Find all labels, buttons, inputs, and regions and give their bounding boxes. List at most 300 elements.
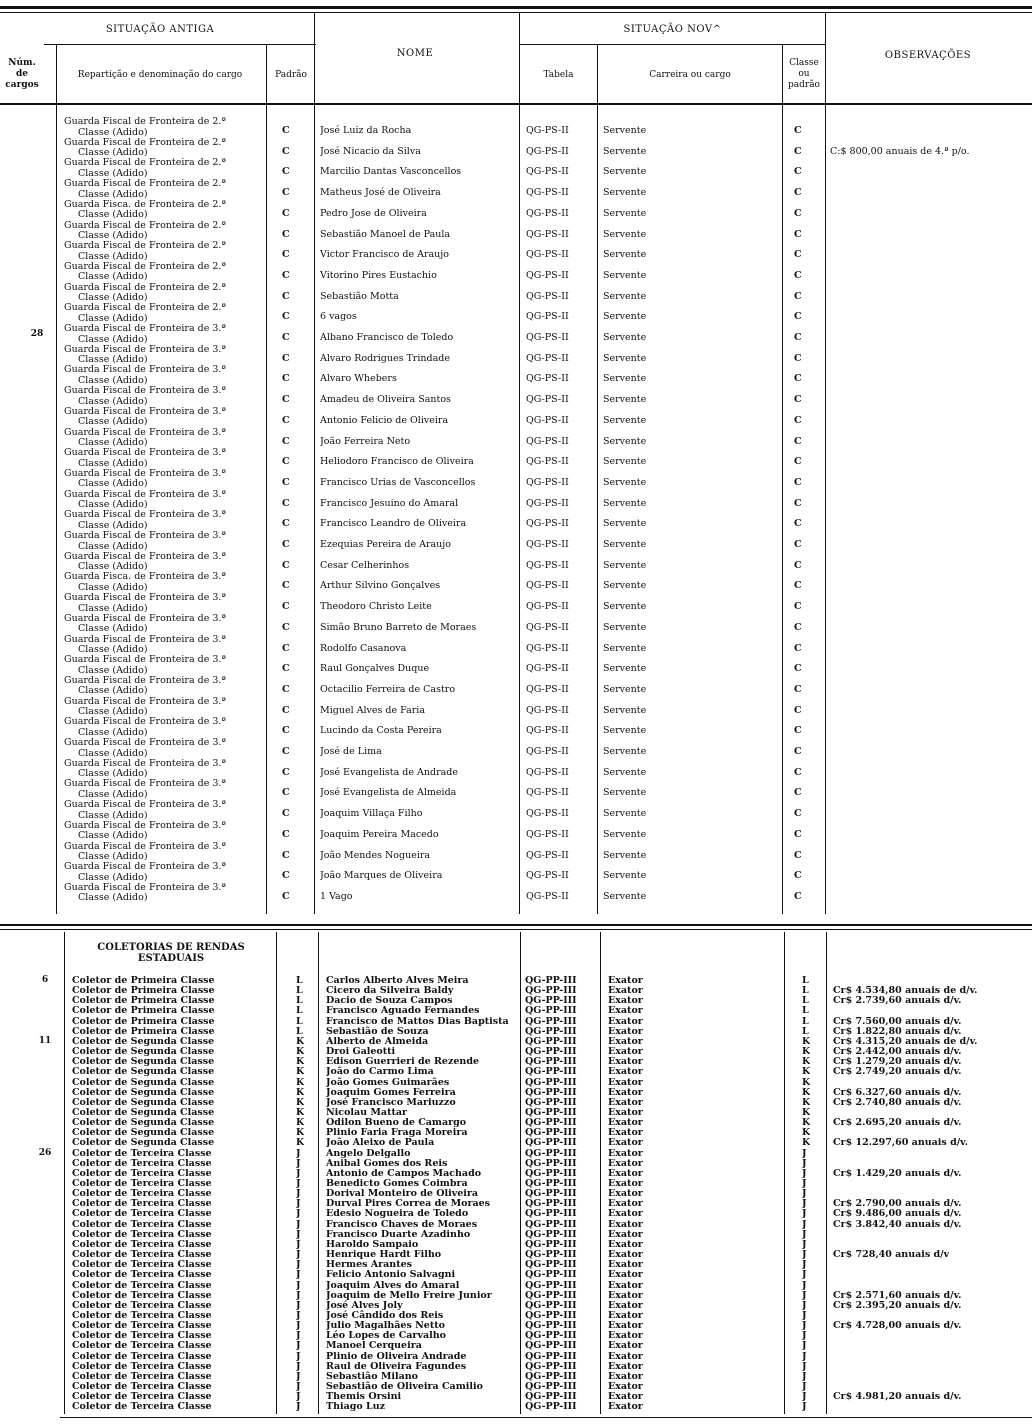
padrao-cell: C [282, 311, 290, 323]
cargo-line-2: Classe (Adido) [78, 251, 148, 262]
nome-cell: Marcilio Dantas Vasconcellos [320, 166, 462, 178]
carreira-cell: Exator [608, 985, 643, 997]
classe-cell: J [802, 1289, 807, 1301]
classe-cell: C [794, 580, 802, 592]
cargo-cell [64, 221, 264, 242]
classe-cell: C [794, 849, 802, 861]
col-rule-s2-5 [600, 932, 601, 1414]
classe-cell: J [802, 1167, 807, 1179]
padrao-cell: C [282, 601, 290, 613]
carreira-cell: Servente [603, 890, 647, 902]
tabela-cell: QG-PS-II [526, 849, 569, 861]
cargo-line-2: Classe (Adido) [78, 375, 148, 386]
padrao-cell: C [282, 849, 290, 861]
nome-cell: Sebastião de Oliveira Camilio [326, 1381, 483, 1392]
classe-cell: J [802, 1370, 807, 1382]
nome-cell: Thiago Luz [326, 1401, 386, 1413]
carreira-cell: Servente [603, 849, 647, 861]
cargo-cell [64, 842, 264, 863]
padrao-cell: L [296, 985, 303, 997]
carreira-cell: Servente [603, 746, 647, 757]
cargo-cell: Coletor de Primeira Classe [72, 1025, 215, 1037]
cargo-cell: Coletor de Segunda Classe [72, 1035, 215, 1047]
tabela-cell: QG-PS-II [526, 373, 569, 385]
carreira-cell: Servente [603, 249, 647, 261]
classe-cell: J [802, 1228, 807, 1240]
observacao-cell: Cr$ 1.279,20 anuais d/v. [833, 1056, 962, 1068]
tabela-cell: QG-PP-III [525, 1137, 577, 1149]
header-carreira: Carreira ou cargo [649, 70, 731, 80]
padrao-cell: C [282, 269, 290, 281]
cargo-cell: Coletor de Segunda Classe [72, 1117, 215, 1129]
cargo-cell [64, 117, 264, 138]
nome-cell: Manoel Cerqueira [326, 1340, 422, 1352]
tabela-cell: QG-PP-III [525, 1289, 577, 1301]
padrao-cell: L [296, 1005, 303, 1017]
nome-cell: Alvaro Rodrigues Trindade [320, 352, 450, 364]
cargo-line-2: Classe (Adido) [78, 852, 148, 862]
padrao-cell: J [296, 1299, 301, 1311]
tabela-cell: QG-PS-II [526, 601, 569, 613]
tabela-cell: QG-PP-III [525, 1340, 577, 1352]
cargo-cell: Coletor de Primeira Classe [72, 1005, 215, 1017]
tabela-cell: QG-PS-II [526, 269, 569, 281]
cargo-line-1: Guarda Fiscal de Fronteira de 3.ª [64, 738, 226, 748]
carreira-cell: Exator [608, 1167, 643, 1179]
observacao-cell: Cr$ 1.429,20 anuais d/v. [833, 1167, 962, 1179]
classe-cell: L [802, 975, 809, 986]
tabela-cell: QG-PP-III [525, 1096, 577, 1108]
nome-cell: Sebastião de Souza [326, 1025, 429, 1037]
tabela-cell: QG-PP-III [525, 1106, 577, 1118]
classe-cell: J [802, 1350, 807, 1362]
cargo-cell: Coletor de Terceira Classe [72, 1401, 212, 1413]
nome-cell: José Luiz da Rocha [320, 125, 412, 136]
tabela-cell: QG-PP-III [525, 1249, 577, 1261]
nome-cell: José Alves Joly [326, 1299, 403, 1311]
observacao-cell: C:$ 800,00 anuais de 4.ª p/o. [830, 145, 970, 157]
cargo-cell: Coletor de Terceira Classe [72, 1147, 212, 1159]
classe-cell: J [802, 1147, 807, 1159]
classe-cell: C [794, 766, 802, 778]
cargo-line-2: Classe (Adido) [78, 665, 148, 676]
nome-cell: Joaquim de Mello Freire Junior [326, 1289, 492, 1301]
tabela-cell: QG-PP-III [525, 1391, 577, 1403]
cargo-line-1: Guarda Fiscal de Fronteira de 2.ª [64, 220, 226, 231]
padrao-cell: C [282, 394, 290, 406]
cargo-cell [64, 324, 264, 345]
tabela-cell: QG-PP-III [525, 995, 577, 1007]
tabela-cell: QG-PS-II [526, 746, 569, 757]
nome-cell: Francisco Aguado Fernandes [326, 1005, 480, 1017]
carreira-cell: Exator [608, 1035, 643, 1047]
cargo-line-1: Guarda Fiscal de Fronteira de 2.ª [64, 117, 226, 127]
cargo-line-2: Classe (Adido) [78, 872, 148, 883]
padrao-cell: C [282, 704, 290, 716]
observacao-cell: Cr$ 2.749,20 anuais d/v. [833, 1066, 962, 1078]
cargo-cell: Coletor de Segunda Classe [72, 1137, 215, 1149]
nome-cell: Hermes Arantes [326, 1259, 412, 1271]
classe-cell: C [794, 435, 802, 447]
cargo-line-2: Classe (Adido) [78, 417, 148, 428]
carreira-cell: Exator [608, 1309, 643, 1321]
classe-cell: C [794, 828, 802, 840]
padrao-cell: J [296, 1259, 301, 1271]
padrao-cell: C [282, 207, 290, 219]
cargo-cell: Coletor de Terceira Classe [72, 1360, 212, 1372]
nome-cell: Carlos Alberto Alves Meira [326, 975, 469, 986]
classe-cell: L [802, 1025, 809, 1037]
padrao-cell: L [296, 995, 303, 1007]
col-rule-4 [519, 13, 520, 914]
carreira-cell: Exator [608, 1289, 643, 1301]
tabela-cell: QG-PS-II [526, 725, 569, 737]
carreira-cell: Exator [608, 1228, 643, 1240]
carreira-cell: Exator [608, 1381, 643, 1392]
cargo-cell [64, 283, 264, 304]
carreira-cell: Servente [603, 539, 647, 550]
tabela-cell: QG-PS-II [526, 766, 569, 778]
padrao-cell: J [296, 1228, 301, 1240]
classe-cell: C [794, 870, 802, 882]
nome-cell: Francisco Jesuino do Amaral [320, 497, 459, 509]
cargo-cell [64, 158, 264, 179]
tabela-cell: QG-PP-III [525, 1350, 577, 1362]
nome-cell: Joaquim Pereira Macedo [320, 828, 439, 840]
tabela-cell: QG-PS-II [526, 166, 569, 178]
classe-cell: J [802, 1401, 807, 1413]
carreira-cell: Servente [603, 352, 647, 364]
tabela-cell: QG-PS-II [526, 890, 569, 902]
carreira-cell: Exator [608, 1188, 643, 1200]
padrao-cell: C [282, 580, 290, 592]
padrao-cell: K [296, 1046, 305, 1058]
nome-cell: Edison Guerrieri de Rezende [326, 1056, 480, 1068]
cargo-line-2: Classe (Adido) [78, 127, 148, 138]
padrao-cell: K [296, 1106, 305, 1118]
cargo-cell: Coletor de Terceira Classe [72, 1299, 212, 1311]
classe-cell: C [794, 228, 802, 240]
padrao-cell: C [282, 373, 290, 385]
carreira-cell: Servente [603, 332, 647, 343]
classe-cell: J [802, 1198, 807, 1210]
tabela-cell: QG-PP-III [525, 1056, 577, 1068]
padrao-cell: J [296, 1178, 301, 1189]
cargo-line-1: Guarda Fiscal de Fronteira de 3.ª [64, 800, 226, 811]
cargo-cell: Coletor de Terceira Classe [72, 1167, 212, 1179]
classe-cell: C [794, 746, 802, 757]
cargo-cell [64, 717, 264, 738]
cargo-cell: Coletor de Terceira Classe [72, 1330, 212, 1342]
cargo-cell [64, 635, 264, 656]
padrao-cell: K [296, 1086, 305, 1098]
tabela-cell: QG-PP-III [525, 975, 577, 986]
cargo-cell: Coletor de Terceira Classe [72, 1157, 212, 1169]
carreira-cell: Exator [608, 995, 643, 1007]
cargo-line-1: Guarda Fiscal de Fronteira de 3.ª [64, 634, 226, 645]
carreira-cell: Exator [608, 1117, 643, 1129]
tabela-cell: QG-PS-II [526, 621, 569, 633]
carreira-cell: Servente [603, 663, 647, 675]
classe-cell: J [802, 1157, 807, 1169]
classe-cell: K [802, 1056, 811, 1068]
carreira-cell: Exator [608, 1056, 643, 1068]
classe-cell: C [794, 145, 802, 157]
cargo-line-1: Guarda Fiscal de Fronteira de 3.ª [64, 427, 226, 438]
carreira-cell: Exator [608, 1391, 643, 1403]
header-nome: NOME [396, 48, 434, 59]
carreira-cell: Servente [603, 187, 647, 199]
carreira-cell: Servente [603, 601, 647, 613]
tabela-cell: QG-PP-III [525, 1147, 577, 1159]
header-bottom-rule [0, 103, 1032, 105]
cargo-cell: Coletor de Terceira Classe [72, 1269, 212, 1281]
nome-cell: Joaquim Villaça Filho [320, 808, 423, 820]
cargo-line-2: Classe (Adido) [78, 562, 148, 573]
observacao-cell: Cr$ 4.981,20 anuais d/v. [833, 1391, 962, 1403]
carreira-cell: Exator [608, 1330, 643, 1342]
padrao-cell: C [282, 145, 290, 157]
carreira-cell: Exator [608, 1178, 643, 1189]
classe-cell: C [794, 683, 802, 695]
carreira-cell: Exator [608, 1350, 643, 1362]
classe-cell: C [794, 497, 802, 509]
cargo-cell [64, 490, 264, 511]
header-classe: Classe ou padrão [788, 58, 820, 90]
padrao-cell: J [296, 1279, 301, 1291]
tabela-cell: QG-PS-II [526, 559, 569, 571]
cargo-cell: Coletor de Terceira Classe [72, 1381, 212, 1392]
cargo-line-1: Guarda Fiscal de Fronteira de 3.ª [64, 406, 226, 417]
cargo-cell [64, 821, 264, 842]
cargo-cell: Coletor de Segunda Classe [72, 1086, 215, 1098]
padrao-cell: L [296, 975, 303, 986]
carreira-cell: Servente [603, 870, 647, 882]
col-rule-s2-2 [276, 932, 277, 1414]
padrao-cell: J [296, 1147, 301, 1159]
header-num-cargos: Núm. de cargos [5, 58, 39, 90]
cargo-line-1: Guarda Fiscal de Fronteira de 3.ª [64, 365, 226, 376]
cargo-cell [64, 738, 264, 759]
top-rule-thin [0, 12, 1032, 13]
section-count: 11 [38, 1035, 52, 1046]
nome-cell: Francisco Urias de Vasconcellos [320, 476, 476, 488]
padrao-cell: C [282, 290, 290, 302]
observacao-cell: Cr$ 4.315,20 anuais de d/v. [833, 1035, 978, 1047]
classe-cell: J [802, 1391, 807, 1403]
cargo-cell [64, 386, 264, 407]
classe-cell: C [794, 187, 802, 199]
cargo-line-2: Classe (Adido) [78, 893, 148, 904]
padrao-cell: J [296, 1360, 301, 1372]
cargo-line-1: Guarda Fiscal de Fronteira de 3.ª [64, 613, 226, 624]
classe-cell: C [794, 787, 802, 799]
carreira-cell: Exator [608, 1046, 643, 1058]
cargo-line-1: Guarda Fiscal de Fronteira de 2.ª [64, 282, 226, 293]
nome-cell: Felicio Antonio Salvagni [326, 1269, 456, 1281]
padrao-cell: J [296, 1198, 301, 1210]
cargo-cell [64, 262, 264, 283]
carreira-cell: Exator [608, 1299, 643, 1311]
classe-cell: J [802, 1178, 807, 1189]
classe-cell: C [794, 808, 802, 820]
nome-cell: Arthur Silvino Gonçalves [320, 580, 441, 592]
tabela-cell: QG-PS-II [526, 145, 569, 157]
classe-cell: J [802, 1320, 807, 1332]
carreira-cell: Servente [603, 476, 647, 488]
nome-cell: Julio Magalhães Netto [326, 1320, 445, 1332]
tabela-cell: QG-PP-III [525, 1188, 577, 1200]
classe-cell: C [794, 890, 802, 902]
classe-cell: C [794, 642, 802, 654]
tabela-cell: QG-PP-III [525, 1401, 577, 1413]
tabela-cell: QG-PP-III [525, 1218, 577, 1230]
nome-cell: Ezequias Pereira de Araujo [320, 539, 451, 550]
cargo-cell [64, 407, 264, 428]
tabela-cell: QG-PP-III [525, 1025, 577, 1037]
padrao-cell: C [282, 435, 290, 447]
classe-cell: C [794, 207, 802, 219]
cargo-line-2: Classe (Adido) [78, 355, 148, 366]
observacao-cell: Cr$ 728,40 anuais d/v [833, 1249, 950, 1261]
tabela-cell: QG-PS-II [526, 497, 569, 509]
carreira-cell: Exator [608, 1198, 643, 1210]
classe-cell: J [802, 1340, 807, 1352]
classe-cell: J [802, 1269, 807, 1281]
classe-cell: J [802, 1259, 807, 1271]
cargo-cell: Coletor de Terceira Classe [72, 1198, 212, 1210]
tabela-cell: QG-PS-II [526, 476, 569, 488]
padrao-cell: K [296, 1066, 305, 1078]
tabela-cell: QG-PP-III [525, 1309, 577, 1321]
classe-cell: J [802, 1299, 807, 1311]
carreira-cell: Servente [603, 414, 647, 426]
carreira-cell: Servente [603, 456, 647, 468]
nome-cell: José de Lima [320, 746, 382, 757]
cargo-line-1: Guarda Fiscal de Fronteira de 3.ª [64, 655, 226, 666]
nome-cell: Dorival Monteiro de Oliveira [326, 1188, 479, 1200]
nome-cell: Francisco Duarte Azadinho [326, 1228, 471, 1240]
header-reparticao: Repartição e denominação do cargo [77, 70, 243, 80]
carreira-cell: Exator [608, 1401, 643, 1413]
nome-cell: Alberto de Almeida [326, 1035, 429, 1047]
padrao-cell: J [296, 1330, 301, 1342]
section1-count: 28 [30, 329, 44, 339]
observacao-cell: Cr$ 4.534,80 anuais de d/v. [833, 985, 978, 997]
nome-cell: 6 vagos [320, 311, 357, 323]
header-observacoes: OBSERVAÇÕES [884, 50, 972, 61]
padrao-cell: L [296, 1015, 303, 1027]
nome-cell: Joaquim Gomes Ferreira [326, 1086, 456, 1098]
cargo-line-1: Guarda Fiscal de Fronteira de 3.ª [64, 862, 226, 873]
carreira-cell: Exator [608, 1340, 643, 1352]
classe-cell: J [802, 1279, 807, 1291]
nome-cell: João do Carmo Lima [326, 1066, 434, 1078]
tabela-cell: QG-PP-III [525, 1046, 577, 1058]
tabela-cell: QG-PP-III [525, 1127, 577, 1139]
observacao-cell: Cr$ 6.327,60 anuais d/v. [833, 1086, 962, 1098]
tabela-cell: QG-PS-II [526, 207, 569, 219]
padrao-cell: J [296, 1167, 301, 1179]
section2-title: COLETORIAS DE RENDAS ESTADUAIS [97, 942, 245, 964]
cargo-cell: Coletor de Terceira Classe [72, 1208, 212, 1220]
nome-cell: Amadeu de Oliveira Santos [320, 394, 451, 406]
tabela-cell: QG-PP-III [525, 1167, 577, 1179]
tabela-cell: QG-PS-II [526, 642, 569, 654]
carreira-cell: Servente [603, 766, 647, 778]
cargo-line-1: Guarda Fisca. de Fronteira de 2.ª [64, 199, 226, 210]
padrao-cell: J [296, 1391, 301, 1403]
tabela-cell: QG-PP-III [525, 1076, 577, 1088]
nome-cell: João Mendes Nogueira [320, 849, 431, 861]
carreira-cell: Exator [608, 1147, 643, 1159]
padrao-cell: C [282, 332, 290, 343]
nome-cell: José Francisco Mariuzzo [326, 1096, 456, 1108]
cargo-cell: Coletor de Segunda Classe [72, 1066, 215, 1078]
padrao-cell: C [282, 456, 290, 468]
nome-cell: Sebastião Milano [326, 1370, 418, 1382]
nome-cell: Raul de Oliveira Fagundes [326, 1360, 467, 1372]
cargo-line-2: Classe (Adido) [78, 396, 148, 407]
nome-cell: Vitorino Pires Eustachio [320, 269, 437, 281]
carreira-cell: Exator [608, 1076, 643, 1088]
col-rule-2 [266, 44, 267, 914]
cargo-line-1: Guarda Fiscal de Fronteira de 3.ª [64, 510, 226, 521]
nome-cell: Sebastião Motta [320, 290, 399, 302]
classe-cell: K [802, 1046, 811, 1058]
cargo-line-2: Classe (Adido) [78, 645, 148, 655]
cargo-cell: Coletor de Segunda Classe [72, 1096, 215, 1108]
carreira-cell: Exator [608, 1320, 643, 1332]
cargo-line-2: Classe (Adido) [78, 231, 148, 241]
nome-cell: José Evangelista de Andrade [320, 766, 458, 778]
tabela-cell: QG-PS-II [526, 704, 569, 716]
col-rule-s2-7 [826, 932, 827, 1414]
col-rule-7 [825, 13, 826, 914]
carreira-cell: Exator [608, 1218, 643, 1230]
header-situacao-antiga: SITUAÇÃO ANTIGA [105, 24, 215, 35]
tabela-cell: QG-PS-II [526, 332, 569, 343]
classe-cell: L [802, 1005, 809, 1017]
padrao-cell: C [282, 890, 290, 902]
carreira-cell: Servente [603, 290, 647, 302]
cargo-cell: Coletor de Terceira Classe [72, 1391, 212, 1403]
nome-cell: José Cândido dos Reis [326, 1309, 444, 1321]
carreira-cell: Servente [603, 373, 647, 385]
padrao-cell: C [282, 642, 290, 654]
carreira-cell: Servente [603, 704, 647, 716]
padrao-cell: C [282, 746, 290, 757]
classe-cell: C [794, 290, 802, 302]
nome-cell: Droi Galeotti [326, 1046, 396, 1058]
carreira-cell: Servente [603, 642, 647, 654]
nome-cell: Lucindo da Costa Pereira [320, 725, 442, 737]
cargo-line-2: Classe (Adido) [78, 334, 148, 345]
cargo-cell [64, 365, 264, 386]
cargo-line-2: Classe (Adido) [78, 789, 148, 800]
nome-cell: Albano Francisco de Toledo [320, 332, 454, 343]
header-tabela: Tabela [543, 70, 574, 80]
nome-cell: Anibal Gomes dos Reis [326, 1157, 448, 1169]
nome-cell: Angelo Delgallo [326, 1147, 411, 1159]
tabela-cell: QG-PP-III [525, 1178, 577, 1189]
nome-cell: Edesio Nogueira de Toledo [326, 1208, 469, 1220]
carreira-cell: Exator [608, 1208, 643, 1220]
tabela-cell: QG-PP-III [525, 1381, 577, 1392]
cargo-line-2: Classe (Adido) [78, 210, 148, 221]
nome-cell: Matheus José de Oliveira [320, 187, 441, 199]
cargo-line-2: Classe (Adido) [78, 541, 148, 552]
